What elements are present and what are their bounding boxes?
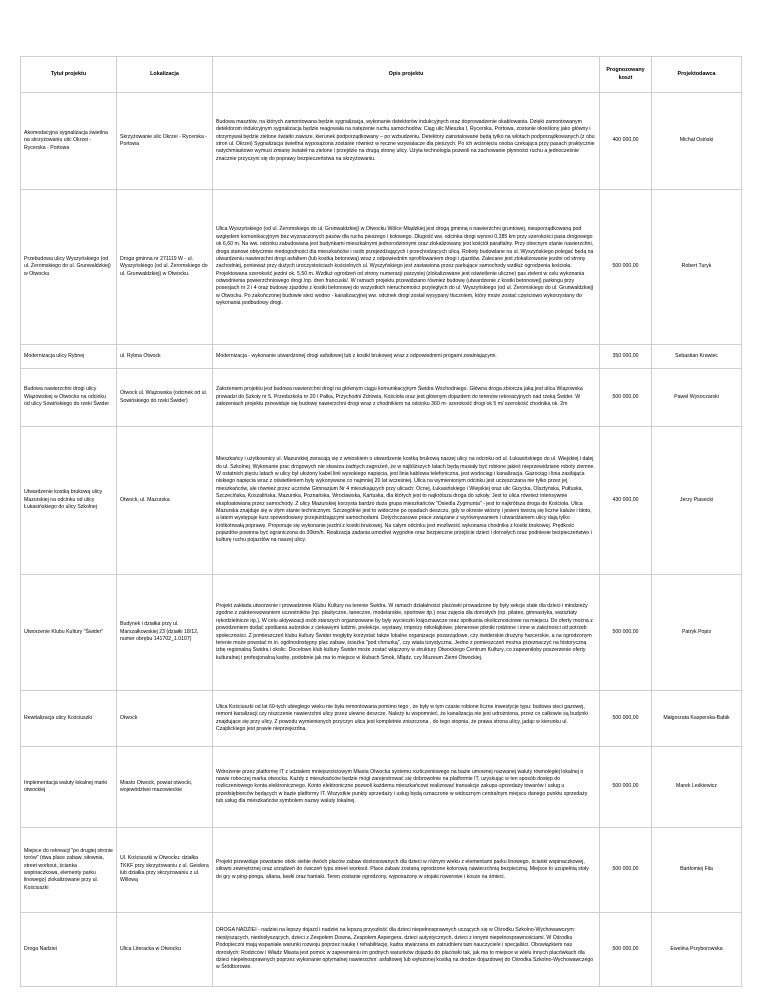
- project-location: Budynek i działka przy ul. Marszałkowskiej 23 (działki 18/12, numer obrębu 141702_1.0107): [117, 575, 213, 691]
- project-author: Marek Leśkiewicz: [652, 747, 742, 828]
- project-cost: 500 000,00: [600, 190, 652, 345]
- project-cost: 500 000,00: [600, 575, 652, 691]
- project-location: Miasto Otwock, powiat otwocki, województwo mazowieckie: [117, 747, 213, 828]
- project-title: Utwardzenie kostką brukową ulicy Mazurskiej na odcinku od ulicy Łukasińskiego do ulicy Szkolnej: [21, 427, 117, 575]
- project-cost: 350 000,00: [600, 345, 652, 369]
- project-title: Droga Nadziei: [21, 913, 117, 987]
- project-cost: 500 000,00: [600, 828, 652, 913]
- project-description: DROGA NADZIEI - nadziei na lepszy dojazd i nadziei na lepszą przyszłość dla dzieci niepełnosprawnych uczących się w Ośrodku Szkolno-Wychowawczym: niesłyszących, niedosłyszących, dzieci z Zespołem Downa, Zespołem Aspergera, dzieci autystycznych, dzieci z innymi niepełnosprawnościami. W Ośrodku Podopieczni mają wspaniałe warunki rozwoju poprzez naukę i rehabilitację, kadra stwarzana im zatrudnieni tam nauczyciele i specjaliści. Obowiązkiem nas dorosłych: Rodziców i Władz Miasta jest pomoc w zapewnieniu im godnych warunków dojazdu do placówki tak, jak ma to miejsce w wielu innych placówkach dla dzieci niepełnosprawnych poprzez wykonanie optymalnej nawierzchni: asfaltowej lub wyłożonej kostką na drodze dojazdowej do Ośrodka Szkolno-Wychowawczego w Śródborowie.: [213, 913, 600, 987]
- project-author: Jerzy Piasecki: [652, 427, 742, 575]
- project-title: Przebudowa ulicy Wyszyńskiego (od ul. Żeromskiego do ul. Grunwaldzkiej) w Otwocku: [21, 190, 117, 345]
- project-title: Budowa nawierzchni drogi ulicy Wiązowskiej w Otwocku na odcinku od ulicy Sowińskiego do rzeki Świder: [21, 369, 117, 427]
- project-title: Modernizacja ulicy Rybnej: [21, 345, 117, 369]
- project-author: Ewelina Przyborowska: [652, 913, 742, 987]
- project-title: Miejsce do rekreacji "po drugiej stronie torów" (dwa place zabaw, siłownia, street workout, ścianka wspinaczkowa, elementy parku linowego) zlokalizowane przy ul. Kościuszki: [21, 828, 117, 913]
- project-cost: 500 000,00: [600, 369, 652, 427]
- project-description: Wdrożenie przez platformę IT z udziałem mniejszościowym Miasta Otwocka systemu rozliczeniowego na bazie umownej nazwanej waluty równoległej lokalnej o nawie roboczej marka otwocka. Każdy z mieszkańców będzie mógł zarejestrować się dobrowolnie na platformie IT, uzyskując w ten sposób dostęp do rozliczeniowego konta elektronicznego. Konto elektroniczne pozwoli każdemu mieszkańcowi realizować transakcje zakupu-sprzedaży towarów i usług u przedsiębiorców będących w bazie platformy IT. Wszystkie punkty sprzedaży i usług będą oznaczone w widocznym centralnym miejscu danego punktu sprzedaży tub usług dla mieszkańców symbolem nazwy waluty lokalnej.: [213, 747, 600, 828]
- project-cost: 500 000,00: [600, 913, 652, 987]
- project-location: Droga gminna nr 271119 W - ul. Wyszyńskiego (od ul. Żeromskiego do ul. Grunwaldzkiej) w Otwocku.: [117, 190, 213, 345]
- project-description: Projekt zakłada utworzenie i prowadzenie Klubu Kultury na terenie Świdra. W ramach działalności placówki prowadzone by były sekcje stałe dla dzieci i młodzieży zgodne z zainteresowaniem uczestników (np. plastyczne, taneczne, modelarskie, sportowe itp.) oraz zajęcia dla dorosłych (np. pilates, gimnastyka, warsztaty rękodzielnicze itp.). W celu aktywizacji osób starszych organizowane by były wycieczki krajoznawcze oraz spotkania okolicznościowe na miejscu. Do oferty można z powodzeniem dodać spotkania autorskie z ciekawymi ludźmi, prelekcje, wystawy, imprezy mikołajkowe, plenerowe pikniki rodzinne i inne w zależności od potrzeb społeczności. Z pomieszczeń klubu kultury Świder mogłyby korzystać także lokalne organizacje pozarządowe, czy świderskie drużyny harcerskie, a na ogrodzonym terenie może powstać m.in. ogólnodostępny plac zabaw, ścieżka "pod chmurką", czy wiata turystyczna. Jedno z pomieszczeń można przeznaczyć na historyczną izbę regionalną Świdra i okolic. Docelowo klub kultury Świder może zostać włączony w struktury Otwockiego Centrum Kultury, co zapewniłoby poszerzenie oferty kulturalnej i profesjonalną kadrę, podobnie jak ma to miejsce w klubach Smok, Mlądz, czy Muzeum Ziemi Otwockiej.: [213, 575, 600, 691]
- table-row: [21, 93, 742, 190]
- project-description: Mieszkańcy i użytkownicy ul. Mazurskiej zwracają się z wnioskiem o utwardzenie kostką brukową naszej ulicy na odcinku od ul. Łukasińskiego do ul. Wiejskiej i dalej do ul. Szkolnej. Wykonanie prac drogowych nie stwarza żadnych zagrożeń, że w najbliższych latach będą musiały być robione jakieś nieprzewidziane roboty ziemne. W ostatnich pięciu latach w ulicy był ułożony kabel linii wysokiego napięcia, jest linia kablowa telefoniczna, jest wodociąg i kanalizacja. Gazociąg i linia zasilająca niskiego napięcia wraz z oświetleniem były wykonywane co najmniej 20 lat wcześniej. Ulica na wymienionym odcinku jest uczęszczana nie tylko przez jej mieszkańców, ale również przez uczniów Gimnazjum Nr 4 mieszkających przy ulicach: Ocnej, Łukasińskiego i Wiejskiej oraz ulic Gizycka, Olsztyńska, Pułtuska, Szczecińska, Koszalińska, Mazurska, Poznańska, Wrocławska, Kartuska, dla których jest to najkrótsza droga do szkoły. Jest to ulica również intensywnie eksploatowana przez samochody. Z ulicy Mazurskiej korzysta bardzo duża grupa mieszkańców "Osiedla Zygmunta" - jest to najkrótsza droga do Kościoła. Ulica Mazurska znajduje się w złym stanie technicznym. Szczególnie jest to widoczne po opadach deszczu, gdy w okresie wiosny i jesieni tworzą się liczne kałuże i błoto, a latem występuje kurz spowodowany przejeżdżającymi samochodami. Dotychczasowe prace związane z wyrównywaniem i utwardzaniem ulicy dają tylko krótkotrwałą poprawę. Proponuje się wykonanie jezdni z kostki brukowej. Na całym odcinku jest możliwość wykonania chodnika z kostki brukowej. Prędkość pojazdów powinna być ograniczona do 30km/h. Realizacja zadania umożliwi wygodne oraz bezpieczne przejście dzieci i dorosłych oraz podniesie bezpieczeństwo i kulturę ruchu pojazdów na naszej ulicy.: [213, 427, 600, 575]
- table-row: [21, 427, 742, 575]
- header-cost: Prognozowany koszt: [600, 57, 652, 93]
- table-row: [21, 747, 742, 828]
- table-row: [21, 913, 742, 987]
- project-author: Sebastian Krawiec: [652, 345, 742, 369]
- table-row: [21, 575, 742, 691]
- project-cost: 500 000,00: [600, 747, 652, 828]
- project-description: Projekt przewiduje powstanie obok siebie dwóch placów zabaw dostosowanych dla dzieci w różnym wieku z elementami parku linowego, ścianki wspinaczkowej, siłowni zewnętrznej oraz urządzeń do ćwiczeń typu street workout. Place zabaw zostaną ogrodzone kolorową nawierzchnią bezpieczną. Miejsce to uzupełnią stoły do gry w ping-ponga, altana, ławki oraz hamaki. Teren zostanie ogrodzony, wyposażony w stojaki rowerowe i kosze na śmieci.: [213, 828, 600, 913]
- project-location: Ulica Literacka w Otwocku: [117, 913, 213, 987]
- project-title: Akomodacyjna sygnalizacja świetlna na skrzyżowaniu ulic Okrzei - Rycerska - Portowa: [21, 93, 117, 190]
- project-author: Paweł Wysoczarski: [652, 369, 742, 427]
- project-title: Implementacja waluty lokalnej marki otwockiej: [21, 747, 117, 828]
- header-title: Tytuł projektu: [21, 57, 117, 93]
- project-author: Robert Turyk: [652, 190, 742, 345]
- project-location: Skrzyżowanie ulic Okrzei - Rycerska - Portowa: [117, 93, 213, 190]
- project-title: Utworzenie Klubu Kultury "Świder": [21, 575, 117, 691]
- project-location: Ul. Kościuszki w Otwocku: działka TKKF przy skrzyżowaniu z ul. Geislera lub działka przy skrzyżowaniu z ul. Willową: [117, 828, 213, 913]
- projects-table: [20, 56, 742, 987]
- header-author: Projektodawca: [652, 57, 742, 93]
- table-row: [21, 190, 742, 345]
- project-cost: 430 000,00: [600, 427, 652, 575]
- project-description: Modernizacja - wykonanie utwardzonej drogi asfaltowej lub z kostki brukowej wraz z odpowiednimi progami zwalniającymi.: [213, 345, 600, 369]
- project-cost: 500 000,00: [600, 691, 652, 747]
- project-description: Ulica Wyszyńskiego (od ul. Żeromskiego do ul. Grunwaldzkiej) w Otwocku Wólce Mlądzkiej jest drogą gminną o nawierzchni gruntowej, nieuporządkowaną pod względem komunikacyjnym bez wyznaczonych pasów dla ruchu pieszego i kołowego. Długość ww. odcinka drogi wynosi 0,285 km przy szerokości pasa drogowego ok 6,60 m. Na ww. odcinku zabudowana jest budynkami mieszkalnymi jednorodzinnymi oraz zlokalizowany jest kościół parafialny. Przy obecnym stanie nawierzchni, droga stanowi obtyczmie niedogodności dla mieszkańców i osób przejeżdżających i przechodzących ulicą. Roboty budowlane na ul. Wyszyńskiego polegać będą na utwardzeniu nawierzchni drogi asfaltem (lub kostką betonową) wraz z odpowiednim sprofilowaniem drogi i zjazdów. Zalecane jest zlokalizowanie jezdni od strony zachodniej, ponieważ przy dużych uroczystościach kościelnych ul. Wyszyńskiego jest zastawiona przez parkujące samochody wzdłuż ogrodzenia kościoła. Projektowana szerokość jezdni ok. 5,50 m. Wzdłuż ogrodzeń od strony numeracji parzystej (zlokalizowane jest oświetlenie uliczne) pas zieleni w celu wykonania odwodnienia powierzchniowego drogi /np. dren francuski/. W ramach projektu przewidziano również budowę (utwardzenie z kostki betonowej) parkingu przy posesjach nr 2 i 4 oraz budowę zjazdów z kostki betonowej do wszystkich nieruchomości przyległych do ul. Wyszyńskiego (od ul. Żeromskiego do ul. Grunwaldzkiej) w Otwocku. Po zakończonej budowie sieci wodno - kanalizacyjnej ww. odcinek drogi został wysypany tłuczniem, który może zostać częściowo wykorzystany do wykonania podbudowy drogi.: [213, 190, 600, 345]
- project-description: Budowa masztów, na których zamontowana będzie sygnalizacja, wykonanie detektorów indukcyjnych oraz doprowadzenie okablowania. Dzięki zamontowanym detektorom indukcyjnym sygnalizacja będzie reagowała na natężenie ruchu samochodów. Ciąg ulic Mieszka I, Rycerska, Portowa, zostanie określony jako główny i otrzymywał będzie zielone światło zawsze, kierunek podporządkowany – po wzbudzeniu. Detektory zainstalowane będą tylko na wlotach podporządkowanych (z obu stron ul. Okrzei) Sygnalizacja świetlna wyposażona zostanie również w ręczne wzywalacze dla pieszych. Po ich wciśnięciu osoba czekająca przy pasach praktycznie natychmiastowo wymusi zmianę świateł na zielone i przejdzie na drugą stronę ulicy. Użyta technologia pozwoli na zachowanie płynności ruchu a jednocześnie znacznie przyczyni się do poprawy bezpieczeństwa na skrzyżowaniu.: [213, 93, 600, 190]
- project-author: Michał Osiński: [652, 93, 742, 190]
- project-location: Otwock ul. Wiązowska (odcinek od ul. Sowińskiego do rzeki Świder): [117, 369, 213, 427]
- project-author: Bartłomiej Fila: [652, 828, 742, 913]
- project-description: Założeniem projektu jest budowa nawierzchni drogi na głównym ciągu komunikacyjnym Świdra Wschodniego. Główna droga zbiorcza jaką jest ulica Wiązowska prowadzi do Szkoły nr 5, Przedszkola nr 20 i Patka, Przychodni Zdrowia, Kościoła oraz jest głównym dojazdem do terenów rekreacyjnych nad rzeką Świder. W założeniach projektu przewiduje się budowę nawierzchni drogi wraz z chodnikiem na odcinku 360 m- szerokość drogi ok 5 m/ szerokość chodnika ok. 2m: [213, 369, 600, 427]
- project-location: Otwock, ul. Mazurska: [117, 427, 213, 575]
- project-cost: 400 000,00: [600, 93, 652, 190]
- table-row: [21, 369, 742, 427]
- project-author: Małgorzata Kasperska-Babik: [652, 691, 742, 747]
- header-location: Lokalizacja: [117, 57, 213, 93]
- project-location: ul. Rybna Otwock: [117, 345, 213, 369]
- project-author: Patryk Popis: [652, 575, 742, 691]
- table-row: [21, 828, 742, 913]
- header-row: [21, 57, 742, 93]
- table-row: [21, 691, 742, 747]
- table-row: [21, 345, 742, 369]
- header-description: Opis projektu: [213, 57, 600, 93]
- project-location: Otwock: [117, 691, 213, 747]
- project-description: Ulica Kościuszki od lat 60-tych ubiegłego wieku nie była remontowana pomimo tego , że były w tym czasie robione liczne inwestycje typu: budowa sieci gazowej, remont kanalizacji czy niszczenie nawierzchni ulicy przez ulewne deszcze. Należy tu wspomnieć, że kanalizacja nie jest udrożniona, przez co całkowie są budynki znajdujące się przy ulicy. Z powodu wymienionych przyczyn ulica jest kompletnie zniszczona , do tego stopnia, że prawa strona ulicy, jadąc w kierunku ul. Czaplickiego jest prawie nieprzejezdna.: [213, 691, 600, 747]
- project-title: Rewitalizacja ulicy Kościuszki: [21, 691, 117, 747]
